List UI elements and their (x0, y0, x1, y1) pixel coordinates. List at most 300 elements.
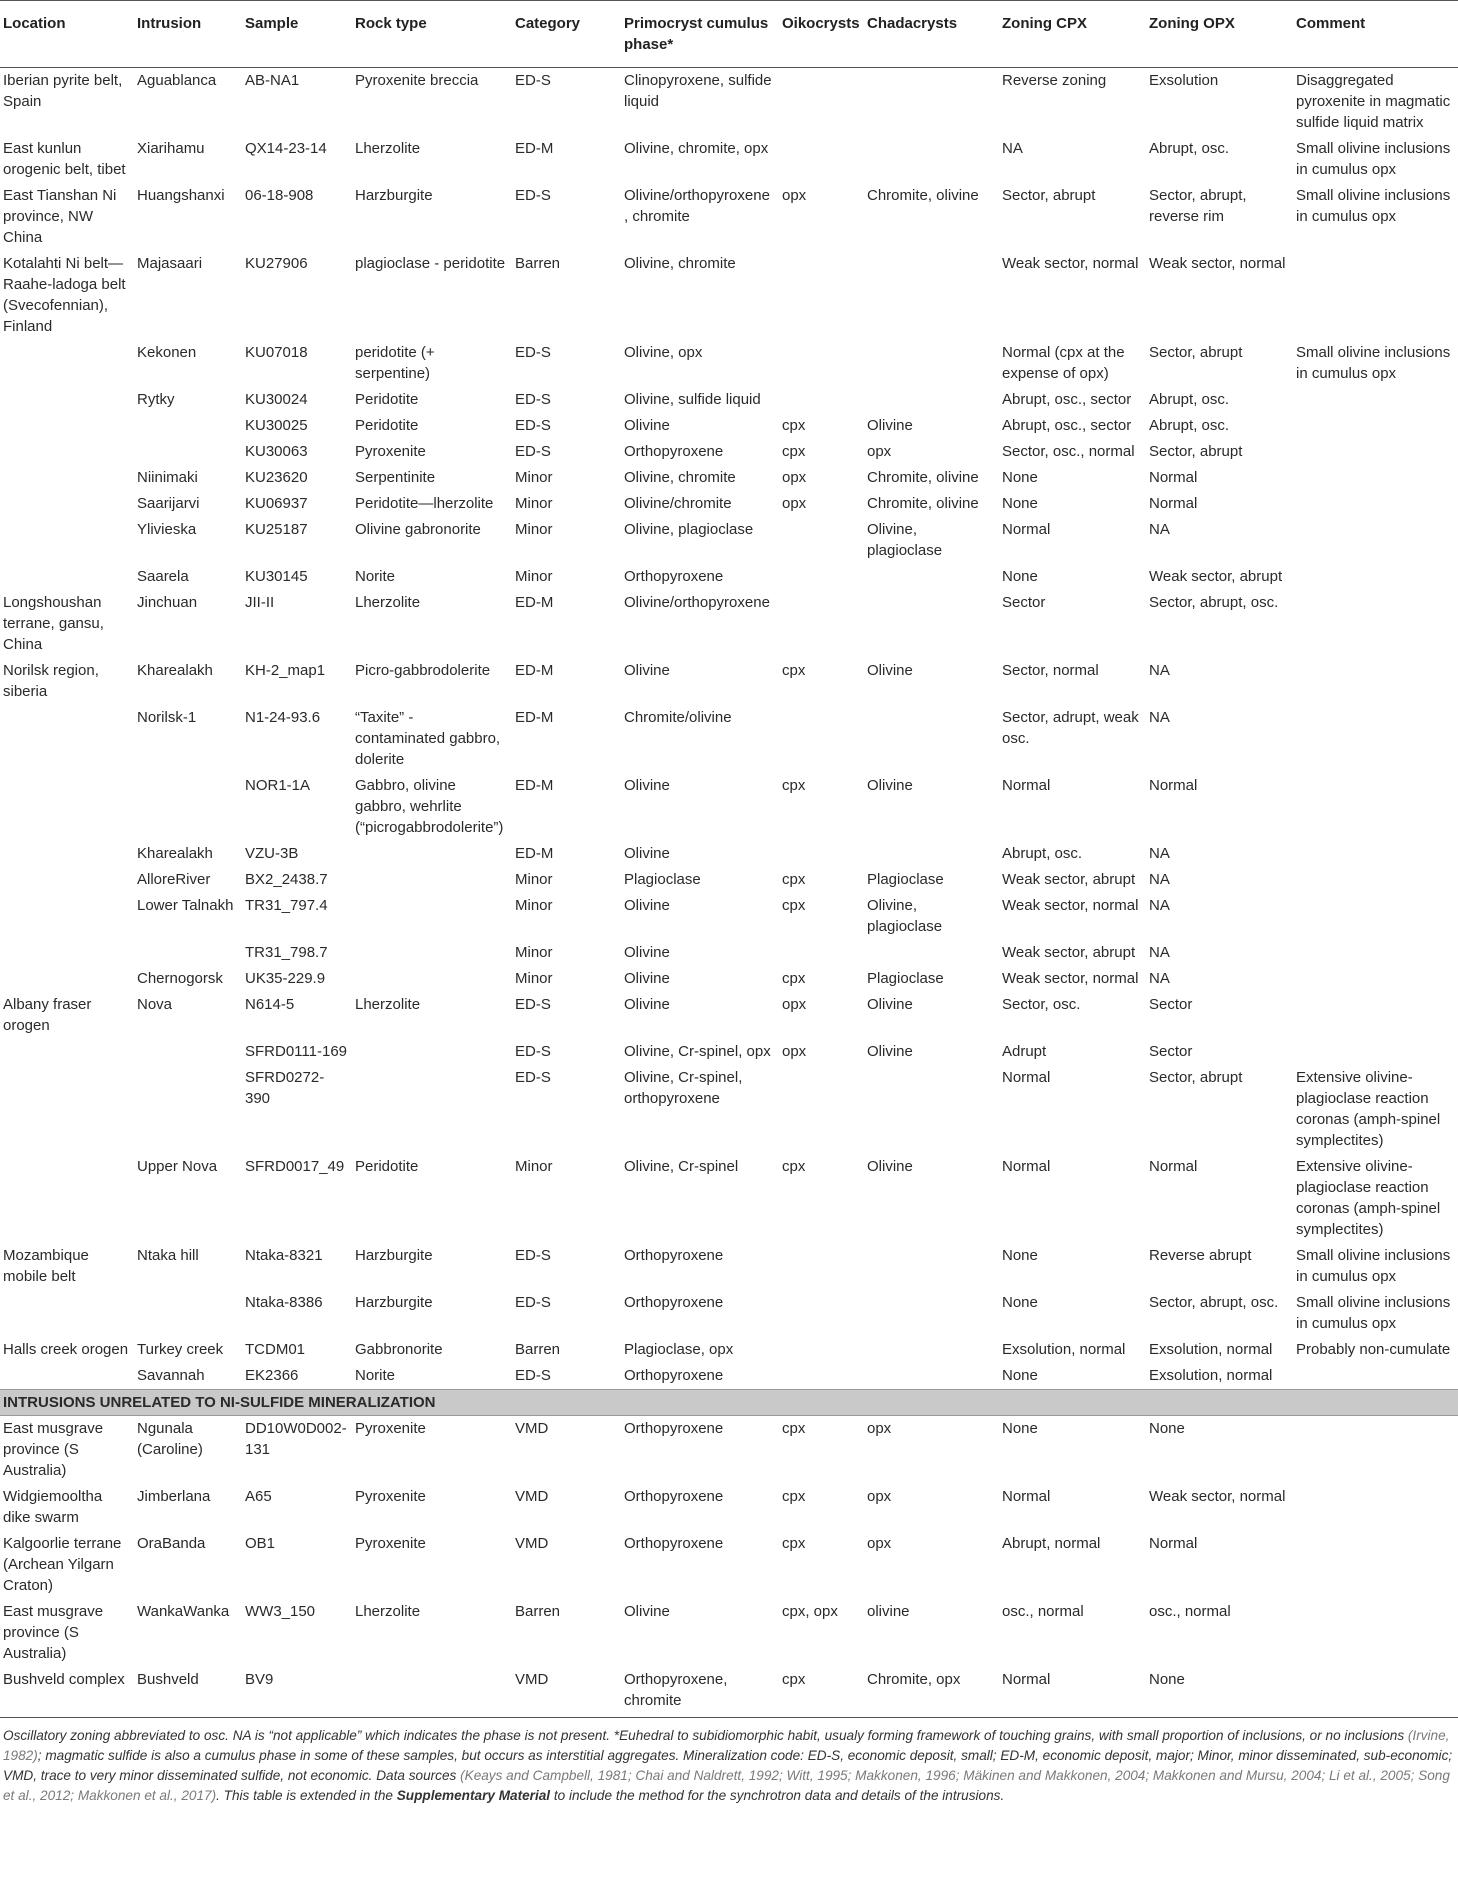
table-cell (0, 940, 133, 966)
table-cell: Kotalahti Ni belt—Raahe-ladoga belt (Svecofennian), Finland (3, 255, 126, 335)
table-cell: Sector, osc., normal (1002, 443, 1135, 460)
table-header-row (0, 1, 1458, 68)
table-cell (1292, 1416, 1458, 1485)
table-cell: Huangshanxi (137, 187, 225, 204)
table-cell: opx (867, 1488, 892, 1505)
table-cell: cpx (782, 1488, 806, 1505)
table-cell: BX2_2438.7 (245, 871, 328, 888)
table-cell: ED-S (515, 344, 551, 361)
table-cell: Probably non-cumulate (1296, 1341, 1451, 1358)
table-body (0, 68, 1458, 1390)
table-row (0, 465, 1458, 491)
table-row (0, 992, 1458, 1039)
table-cell: cpx (782, 1420, 806, 1437)
table-cell: Normal (1002, 521, 1051, 538)
table-cell (778, 517, 863, 564)
table-cell (863, 340, 998, 387)
table-cell: Olivine (624, 1603, 670, 1620)
table-cell: Weak sector, normal (1149, 255, 1286, 272)
column-header: Comment (1292, 1, 1458, 68)
table-row (0, 136, 1458, 183)
footnote-text: . This table is extended in the (216, 1788, 397, 1803)
table-cell: Peridotite (355, 391, 419, 408)
table-cell: opx (867, 443, 892, 460)
column-header: Sample (241, 1, 351, 68)
table-cell: Normal (1002, 1488, 1051, 1505)
table-cell: Orthopyroxene (624, 1488, 724, 1505)
table-cell: Abrupt, osc., sector (1002, 417, 1132, 434)
supplementary-material-link[interactable]: Supplementary Material (396, 1788, 551, 1803)
table-cell: Olivine (867, 996, 913, 1013)
table-cell: opx (782, 495, 807, 512)
table-cell: None (1002, 1247, 1038, 1264)
table-cell: Lherzolite (355, 594, 421, 611)
column-header: Chadacrysts (863, 1, 998, 68)
table-cell: Small olivine inclusions in cumulus opx (1296, 140, 1451, 178)
table-cell: Olivine (867, 1043, 913, 1060)
table-cell: ED-M (515, 662, 554, 679)
table-cell (778, 136, 863, 183)
table-cell: Chromite, olivine (867, 495, 979, 512)
table-cell: Olivine (867, 417, 913, 434)
table-cell: None (1002, 1294, 1038, 1311)
table-row (0, 517, 1458, 564)
table-cell: Clinopyroxene, sulfide liquid (624, 72, 772, 110)
table-cell: None (1002, 469, 1038, 486)
table-cell: OB1 (245, 1535, 276, 1552)
table-row (0, 893, 1458, 940)
table-cell (0, 413, 133, 439)
table-cell (1292, 1531, 1458, 1599)
table-cell: Jinchuan (137, 594, 198, 611)
table-cell (863, 940, 998, 966)
table-cell (1292, 1039, 1458, 1065)
table-row (0, 590, 1458, 658)
table-cell: Olivine, sulfide liquid (624, 391, 761, 408)
table-cell (351, 1667, 511, 1718)
table-cell: KU07018 (245, 344, 308, 361)
table-cell: NA (1149, 521, 1170, 538)
table-cell: Barren (515, 1603, 561, 1620)
table-cell: Olivine (867, 662, 913, 679)
table-cell: Normal (1149, 469, 1198, 486)
table-cell: ED-S (515, 1247, 551, 1264)
table-cell: Lower Talnakh (137, 897, 234, 914)
table-cell: Plagioclase (867, 871, 944, 888)
table-cell: Savannah (137, 1367, 205, 1384)
table-row (0, 940, 1458, 966)
table-cell: Olivine (624, 996, 670, 1013)
table-cell (1292, 491, 1458, 517)
table-row (0, 251, 1458, 340)
table-cell: ED-S (515, 417, 551, 434)
table-cell: Minor (515, 521, 553, 538)
table-cell: VMD (515, 1420, 549, 1437)
table-cell (863, 705, 998, 773)
table-cell: “Taxite” - contaminated gabbro, dolerite (355, 709, 501, 768)
table-cell: Small olivine inclusions in cumulus opx (1296, 1294, 1451, 1332)
table-cell (0, 1363, 133, 1390)
table-cell: peridotite (+ serpentine) (355, 344, 435, 382)
table-cell: Weak sector, normal (1149, 1488, 1286, 1505)
table-cell: Olivine/orthopyroxene, chromite (624, 187, 770, 225)
table-cell: Normal (1002, 1158, 1051, 1175)
table-cell: Ntaka-8321 (245, 1247, 323, 1264)
table-cell: NOR1-1A (245, 777, 311, 794)
table-cell: Sector, abrupt, osc. (1149, 1294, 1279, 1311)
table-cell (0, 491, 133, 517)
table-row (0, 966, 1458, 992)
table-cell: Normal (1149, 1535, 1198, 1552)
table-cell: Barren (515, 1341, 561, 1358)
table-row (0, 658, 1458, 705)
table-cell: VZU-3B (245, 845, 299, 862)
table-cell (1292, 439, 1458, 465)
table-cell: Olivine (624, 897, 670, 914)
table-cell: Sector, abrupt (1002, 187, 1096, 204)
table-cell: Sector (1149, 996, 1193, 1013)
table-row (0, 1363, 1458, 1390)
table-cell: ED-S (515, 72, 551, 89)
table-cell: Ngunala (Caroline) (137, 1420, 203, 1458)
table-cell (1292, 564, 1458, 590)
table-cell: Olivine, chromite, opx (624, 140, 769, 157)
table-cell (863, 387, 998, 413)
table-cell: Halls creek orogen (3, 1341, 129, 1358)
table-cell: opx (782, 469, 807, 486)
table-cell: SFRD0272-390 (245, 1069, 325, 1107)
table-row (0, 1337, 1458, 1363)
table-cell (1292, 590, 1458, 658)
table-cell: Olivine, plagioclase (867, 521, 943, 559)
table-cell: Peridotite (355, 417, 419, 434)
table-cell: NA (1149, 662, 1170, 679)
table-cell: A65 (245, 1488, 272, 1505)
table-cell (1292, 413, 1458, 439)
column-header: Intrusion (133, 1, 241, 68)
table-cell (778, 841, 863, 867)
table-cell: Olivine (624, 944, 670, 961)
table-cell: None (1002, 1367, 1038, 1384)
table-cell: Olivine/orthopyroxene (624, 594, 770, 611)
table-cell: East musgrave province (S Australia) (3, 1603, 104, 1662)
table-row (0, 1290, 1458, 1337)
table-cell: Olivine (624, 662, 670, 679)
table-cell: East kunlun orogenic belt, tibet (3, 140, 126, 178)
table-cell: opx (782, 996, 807, 1013)
table-cell: Exsolution, normal (1002, 1341, 1126, 1358)
table-cell: NA (1149, 709, 1170, 726)
table-cell: ED-S (515, 1043, 551, 1060)
table-cell: Turkey creek (137, 1341, 224, 1358)
table-cell (351, 1039, 511, 1065)
table-cell: Weak sector, abrupt (1002, 944, 1136, 961)
table-cell: Normal (1002, 777, 1051, 794)
table-cell (133, 439, 241, 465)
table-row (0, 340, 1458, 387)
table-cell: Saarela (137, 568, 189, 585)
table-cell (351, 1065, 511, 1154)
table-cell: WW3_150 (245, 1603, 316, 1620)
table-cell: Norilsk region, siberia (3, 662, 99, 700)
table-cell: Chromite/olivine (624, 709, 732, 726)
table-cell: ED-S (515, 187, 551, 204)
table-cell: Orthopyroxene (624, 1294, 724, 1311)
table-body-unrelated (0, 1416, 1458, 1718)
table-cell: Olivine (624, 970, 670, 987)
table-cell: olivine (867, 1603, 910, 1620)
table-cell: Norite (355, 1367, 396, 1384)
table-cell: cpx (782, 777, 806, 794)
table-cell: Orthopyroxene, chromite (620, 1667, 778, 1718)
table-cell (863, 1243, 998, 1290)
table-cell: Albany fraser orogen (3, 996, 92, 1034)
table-cell (1292, 992, 1458, 1039)
table-cell: AlloreRiver (137, 871, 211, 888)
table-cell: Normal (1149, 1158, 1198, 1175)
table-cell: KU06937 (245, 495, 308, 512)
table-cell (778, 705, 863, 773)
table-cell: Norite (355, 568, 396, 585)
table-cell: SFRD0017_49 (245, 1158, 345, 1175)
table-cell: KU30145 (245, 568, 308, 585)
table-cell (0, 705, 133, 773)
table-cell (0, 1065, 133, 1154)
table-cell (1292, 387, 1458, 413)
table-cell (778, 590, 863, 658)
table-cell: NA (1149, 845, 1170, 862)
table-cell: NA (1149, 897, 1170, 914)
table-cell: Barren (515, 255, 561, 272)
table-cell: KU30024 (245, 391, 308, 408)
table-cell: KU25187 (245, 521, 308, 538)
table-cell: ED-S (515, 1367, 551, 1384)
table-row (0, 439, 1458, 465)
table-cell: ED-M (515, 709, 554, 726)
table-cell: ED-S (515, 1069, 551, 1086)
table-cell (133, 1065, 241, 1154)
table-cell (778, 1363, 863, 1390)
table-cell: KU27906 (245, 255, 308, 272)
table-cell: Sector (1002, 594, 1046, 611)
table-cell (133, 1039, 241, 1065)
table-cell: Chromite, olivine (867, 187, 979, 204)
table-cell: Orthopyroxene (624, 443, 724, 460)
column-header: Zoning OPX (1145, 1, 1292, 68)
table-cell: Abrupt, osc. (1149, 140, 1230, 157)
section-row (0, 1390, 1458, 1416)
table-cell: Abrupt, osc. (1149, 391, 1230, 408)
table-cell: Widgiemooltha dike swarm (3, 1488, 103, 1526)
table-cell: Plagioclase, opx (624, 1341, 734, 1358)
table-cell: Gabbronorite (355, 1341, 443, 1358)
table-cell: N1-24-93.6 (245, 709, 321, 726)
table-cell: osc., normal (1002, 1603, 1084, 1620)
table-cell: Normal (998, 1667, 1145, 1718)
table-cell: Minor (515, 897, 553, 914)
table-cell: Exsolution (1149, 72, 1219, 89)
table-cell: QX14-23-14 (245, 140, 327, 157)
table-cell: Ntaka-8386 (245, 1294, 323, 1311)
table-cell: Sector (1149, 1043, 1193, 1060)
table-row (0, 1039, 1458, 1065)
table-row (0, 1667, 1458, 1718)
table-cell: Olivine, plagioclase (624, 521, 754, 538)
table-cell: cpx (778, 1667, 863, 1718)
table-row (0, 387, 1458, 413)
table-cell: Upper Nova (137, 1158, 218, 1175)
table-row (0, 1154, 1458, 1243)
table-cell: JII-II (245, 594, 275, 611)
table-cell: KU23620 (245, 469, 308, 486)
table-cell (0, 1290, 133, 1337)
table-cell: ED-M (515, 777, 554, 794)
table-cell: EK2366 (245, 1367, 299, 1384)
table-cell (0, 564, 133, 590)
table-cell (0, 867, 133, 893)
section-title: INTRUSIONS UNRELATED TO NI-SULFIDE MINERALIZATION (0, 1390, 1458, 1416)
table-cell: Olivine (624, 845, 670, 862)
table-row (0, 867, 1458, 893)
table-cell: Minor (515, 1158, 553, 1175)
table-cell: Saarijarvi (137, 495, 200, 512)
table-cell: Weak sector, normal (1002, 255, 1139, 272)
table-cell (1292, 705, 1458, 773)
table-cell (351, 841, 511, 867)
table-cell: VMD (515, 1488, 549, 1505)
table-row (0, 413, 1458, 439)
table-cell (133, 413, 241, 439)
table-row (0, 491, 1458, 517)
table-cell: Olivine (624, 777, 670, 794)
footnote-text: to include the method for the synchrotron data and details of the intrusions. (550, 1788, 1005, 1803)
table-cell: Normal (cpx at the expense of opx) (1002, 344, 1125, 382)
table-cell: NA (1149, 944, 1170, 961)
table-row (0, 841, 1458, 867)
table-cell: Picro-gabbrodolerite (355, 662, 491, 679)
table-cell (778, 940, 863, 966)
table-cell (778, 387, 863, 413)
table-cell: East Tianshan Ni province, NW China (3, 187, 117, 246)
footnote-text: ; magmatic sulfide is also a cumulus phase in some of these samples, but occurs as interstitial aggregates. Mineralization code: ED-S, economic deposit, small; ED-M, economic deposit, major; Minor, minor disseminated, sub-economic; VMD, trace to very minor disseminated sulfide, not economic. Data sources (3, 1748, 1453, 1783)
table-row (0, 183, 1458, 251)
table-cell: Rytky (137, 391, 175, 408)
table-cell: Orthopyroxene (624, 1420, 724, 1437)
table-cell (1292, 1484, 1458, 1531)
table-cell: Kalgoorlie terrane (Archean Yilgarn Craton) (3, 1535, 122, 1594)
table-cell (351, 867, 511, 893)
table-cell: Lherzolite (355, 140, 421, 157)
table-cell: Chernogorsk (137, 970, 223, 987)
table-cell: Nova (137, 996, 173, 1013)
table-cell: Mozambique mobile belt (3, 1247, 89, 1285)
table-cell (778, 1065, 863, 1154)
table-cell: BV9 (241, 1667, 351, 1718)
table-cell: Xiarihamu (137, 140, 205, 157)
table-cell (778, 1337, 863, 1363)
table-row (0, 1599, 1458, 1667)
table-cell: Peridotite (355, 1158, 419, 1175)
table-cell: N614-5 (245, 996, 295, 1013)
table-cell (1292, 940, 1458, 966)
table-cell: Sector, abrupt, osc. (1149, 594, 1279, 611)
table-row (0, 705, 1458, 773)
table-cell: East musgrave province (S Australia) (3, 1420, 104, 1479)
table-cell (1292, 841, 1458, 867)
table-cell (0, 387, 133, 413)
table-cell: NA (1149, 871, 1170, 888)
table-cell: Pyroxenite (355, 1420, 426, 1437)
table-cell (133, 773, 241, 841)
table-cell: Orthopyroxene (624, 568, 724, 585)
table-cell (0, 465, 133, 491)
table-cell (0, 893, 133, 940)
table-cell (863, 590, 998, 658)
table-cell: Abrupt, osc., sector (1002, 391, 1132, 408)
table-cell: TR31_797.4 (245, 897, 328, 914)
table-cell: Sector, osc. (1002, 996, 1081, 1013)
table-cell: osc., normal (1149, 1603, 1231, 1620)
table-cell: Norilsk-1 (137, 709, 197, 726)
table-row (0, 1484, 1458, 1531)
table-cell: Olivine (867, 777, 913, 794)
table-cell: UK35-229.9 (245, 970, 326, 987)
table-cell (1292, 773, 1458, 841)
table-cell: Orthopyroxene (624, 1535, 724, 1552)
column-header: Location (0, 1, 133, 68)
table-cell: Olivine gabronorite (355, 521, 481, 538)
column-header: Category (511, 1, 620, 68)
table-cell (1292, 658, 1458, 705)
table-cell: cpx, opx (782, 1603, 838, 1620)
footnote-citation[interactable]: (Irvine, 1982) (3, 1728, 1450, 1763)
table-cell: Normal (1002, 1069, 1051, 1086)
table-cell: Weak sector, normal (1002, 897, 1139, 914)
table-cell: ED-M (515, 845, 554, 862)
table-cell: Olivine (867, 1158, 913, 1175)
table-cell: Jimberlana (137, 1488, 211, 1505)
table-cell: Lherzolite (355, 1603, 421, 1620)
table-cell (351, 940, 511, 966)
table-cell: cpx (782, 871, 806, 888)
table-cell: ED-M (515, 594, 554, 611)
table-cell (1292, 1363, 1458, 1390)
footnote-citation[interactable]: (Keays and Campbell, 1981; Chai and Naldrett, 1992; Witt, 1995; Makkonen, 1996; Mäkinen and Makkonen, 2004; Makkonen and Mursu, 2004; Li et al., 2005; Song et al., 2012; Makkonen et al., 2017) (3, 1768, 1450, 1803)
table-cell (863, 1290, 998, 1337)
table-row (0, 1416, 1458, 1485)
table-cell: Reverse zoning (1002, 72, 1107, 89)
table-cell: Minor (515, 568, 553, 585)
table-cell: None (1145, 1667, 1292, 1718)
table-cell: Abrupt, osc. (1149, 417, 1230, 434)
table-cell (863, 1363, 998, 1390)
table-cell: Olivine, Cr-spinel (624, 1158, 739, 1175)
table-cell: Orthopyroxene (624, 1247, 724, 1264)
table-cell: AB-NA1 (245, 72, 300, 89)
table-cell: Sector, abrupt (1149, 344, 1243, 361)
table-cell (133, 940, 241, 966)
table-cell: Olivine (624, 417, 670, 434)
table-cell: Minor (515, 970, 553, 987)
table-cell (863, 841, 998, 867)
table-cell: Olivine, Cr-spinel, opx (624, 1043, 771, 1060)
table-cell: KH-2_map1 (245, 662, 326, 679)
table-cell: KU30063 (245, 443, 308, 460)
table-cell (351, 893, 511, 940)
table-cell: Sector, abrupt, reverse rim (1149, 187, 1247, 225)
table-cell: plagioclase - peridotite (355, 255, 506, 272)
table-cell: Pyroxenite (355, 1535, 426, 1552)
